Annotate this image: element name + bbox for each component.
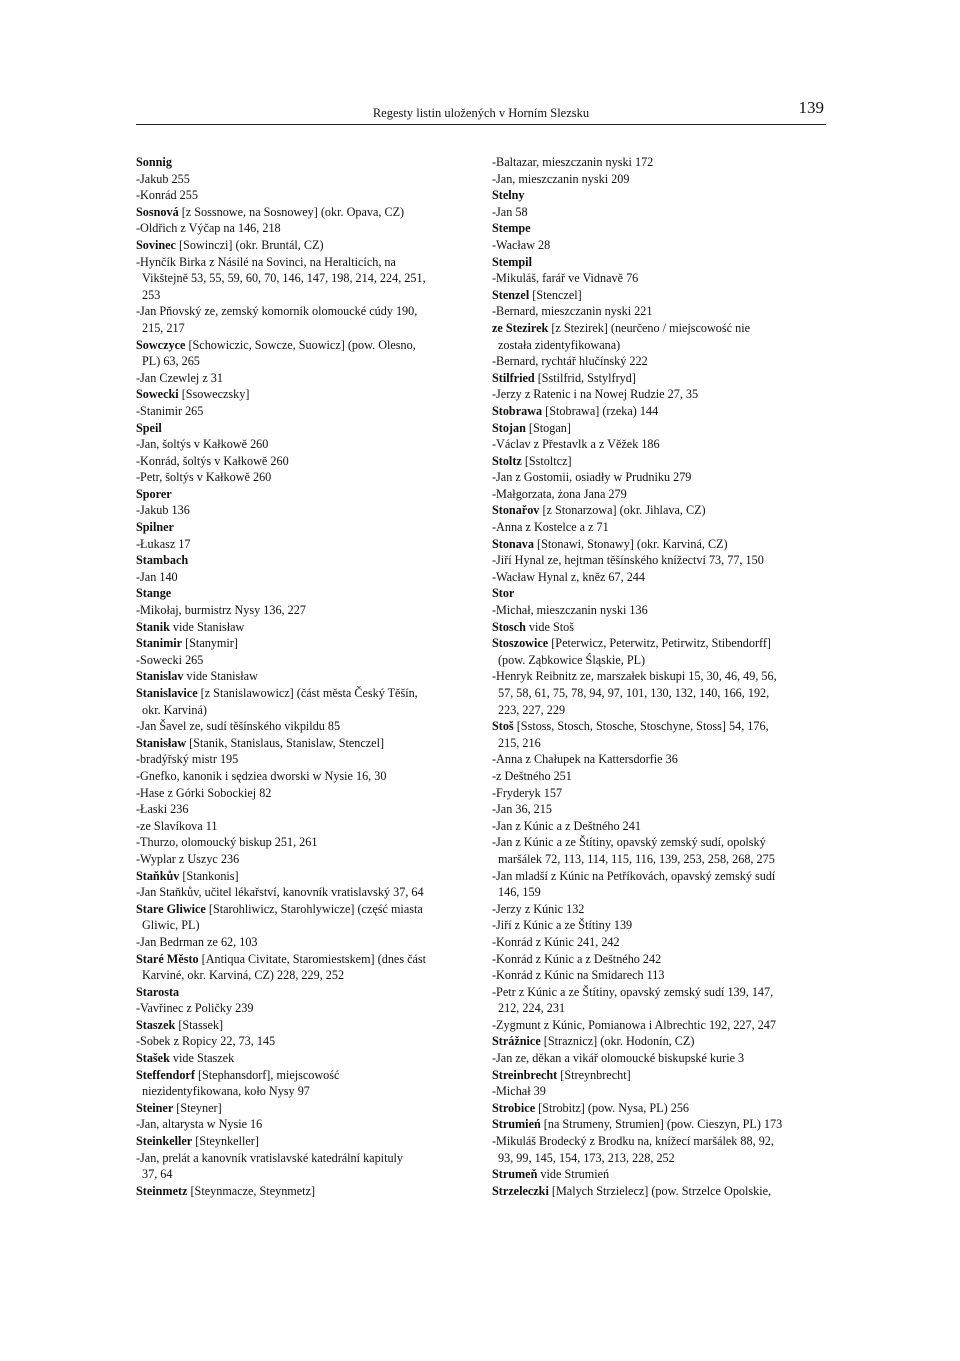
index-entry-line [136, 751, 471, 768]
index-entry-text: -Petr z Kúnic a ze Štítiny, opavský zemský sudí 139, 147, [492, 984, 774, 999]
index-headword: Sowczyce [136, 337, 186, 352]
index-entry-line [136, 303, 471, 320]
index-entry-text: [Stassek] [175, 1017, 224, 1032]
index-entry-heading-line [136, 337, 471, 354]
index-headword: Staszek [136, 1017, 176, 1032]
index-entry-text: -Vavřinec z Poličky 239 [136, 1001, 254, 1016]
index-entry-text: -Jakub 136 [136, 503, 190, 518]
index-entry-line [136, 1033, 471, 1050]
index-entry-heading-line [492, 1116, 827, 1133]
index-entry-line [492, 801, 827, 818]
index-entry-text: [Stanymir] [182, 636, 238, 651]
index-headword: Sporer [136, 486, 172, 501]
index-headword: Stare Gliwice [136, 901, 206, 916]
index-entry-text: -Jan 58 [492, 204, 528, 219]
index-entry-text: -Jan ze, děkan a vikář olomoucké biskupské kurie 3 [492, 1051, 745, 1066]
index-entry-heading-line [136, 154, 471, 171]
index-entry-text: -Mikuláš Brodecký z Brodku na, knížecí maršálek 88, 92, [492, 1134, 774, 1149]
index-headword: Stanisław [136, 735, 187, 750]
index-entry-text: -bradýřský mistr 195 [136, 752, 239, 767]
index-entry-line [492, 768, 827, 785]
index-headword: Stobrawa [492, 403, 543, 418]
index-entry-line [492, 834, 827, 851]
index-entry-text: [Stenczel] [529, 287, 582, 302]
index-entry-heading-line [492, 536, 827, 553]
index-entry-text: Vikštejně 53, 55, 59, 60, 70, 146, 147, 198, 214, 224, 251, [142, 271, 426, 286]
index-headword: Steinmetz [136, 1183, 188, 1198]
index-entry-heading-line [492, 370, 827, 387]
index-entry-line [136, 1116, 471, 1133]
index-entry-line [492, 917, 827, 934]
index-entry-heading-line [136, 635, 471, 652]
index-headword: Stor [492, 586, 515, 601]
index-entry-line [136, 320, 471, 337]
index-entry-text: -Jan Šavel ze, sudí těšínského vikpildu 85 [136, 719, 341, 734]
index-entry-text: [na Strumeny, Strumien] (pow. Cieszyn, PL) 173 [540, 1117, 783, 1132]
index-entry-text: [Sowinczi] (okr. Bruntál, CZ) [175, 237, 324, 252]
index-entry-text: -Hase z Górki Sobockiej 82 [136, 785, 272, 800]
index-entry-text: -Jan z Kúnic a z Deštného 241 [492, 818, 641, 833]
index-headword: Stojan [492, 420, 526, 435]
index-entry-text: -Wyplar z Uszyc 236 [136, 851, 240, 866]
index-entry-text: -Michał 39 [492, 1084, 546, 1099]
index-entry-text: [Schowiczic, Sowcze, Suowicz] (pow. Olesno, [185, 337, 416, 352]
index-entry-text: (pow. Ząbkowice Śląskie, PL) [498, 652, 646, 667]
index-entry-text: -Jan Staňkův, učitel lékařství, kanovník vratislavský 37, 64 [136, 885, 424, 900]
running-header [136, 100, 826, 125]
index-headword: Stanislavice [136, 686, 198, 700]
index-entry-line [492, 1017, 827, 1034]
index-entry-heading-line [492, 187, 827, 204]
index-entry-text: okr. Karviná) [142, 702, 207, 717]
index-entry-line [136, 1000, 471, 1017]
index-entry-text: -Konrád z Kúnic na Smidarech 113 [492, 968, 665, 983]
index-entry-text: -Jiří z Kúnic a ze Štítiny 139 [492, 918, 633, 933]
index-entry-line [492, 934, 827, 951]
index-entry-heading-line [136, 204, 471, 221]
index-entry-text: -Jan z Kúnic a ze Štítiny, opavský zemský sudí, opolský [492, 835, 766, 850]
index-headword: Strzeleczki [492, 1183, 549, 1198]
index-entry-line [492, 1083, 827, 1100]
index-entry-text: -ze Slavíkova 11 [136, 818, 218, 833]
index-entry-text: -Jan z Gostomii, osiadły w Prudniku 279 [492, 470, 692, 485]
index-entry-heading-line [492, 220, 827, 237]
index-entry-line [492, 303, 827, 320]
index-entry-text: [Strobitz] (pow. Nysa, PL) 256 [535, 1100, 690, 1115]
index-entry-heading-line [136, 901, 471, 918]
index-entry-line [136, 884, 471, 901]
index-entry-text: maršálek 72, 113, 114, 115, 116, 139, 253, 258, 268, 275 [498, 851, 775, 866]
index-entry-text: [Peterwicz, Peterwitz, Petirwitz, Stibendorff] [548, 636, 771, 651]
index-entry-line [492, 1000, 827, 1017]
index-entry-line [492, 154, 827, 171]
index-headword: Staré Město [136, 951, 199, 966]
index-entry-heading-line [136, 668, 471, 685]
index-entry-text: [Straznicz] (okr. Hodonín, CZ) [540, 1034, 695, 1049]
index-entry-text: [Steynmacze, Steynmetz] [187, 1183, 316, 1198]
index-headword: Stanimir [136, 636, 183, 651]
index-entry-text: -Jerzy z Kúnic 132 [492, 901, 585, 916]
index-entry-heading-line [492, 287, 827, 304]
index-entry-line [492, 951, 827, 968]
index-entry-heading-line [136, 868, 471, 885]
index-entry-heading-line [492, 585, 827, 602]
index-entry-text: -Fryderyk 157 [492, 785, 563, 800]
index-headword: Stoš [492, 719, 514, 734]
index-entry-line [492, 901, 827, 918]
index-entry-line [492, 967, 827, 984]
index-entry-text: -Jan, šoltýs v Kałkowě 260 [136, 437, 269, 452]
index-entry-text: -Bernard, mieszczanin nyski 221 [492, 304, 653, 319]
index-entry-heading-line [136, 386, 471, 403]
index-entry-line [492, 1133, 827, 1150]
index-entry-text: [Stobrawa] (rzeka) 144 [542, 403, 659, 418]
index-entry-text: [Sstoltcz] [521, 453, 572, 468]
index-entry-heading-line [492, 1183, 827, 1200]
index-entry-text: [z Sossnowe, na Sosnowey] (okr. Opava, CZ) [178, 204, 405, 219]
index-entry-line [492, 785, 827, 802]
index-entry-text: [z Stonarzowa] (okr. Jihlava, CZ) [539, 503, 706, 518]
index-entry-line [136, 1083, 471, 1100]
index-headword: Sovinec [136, 237, 176, 252]
index-entry-heading-line [492, 254, 827, 271]
index-entry-line [136, 270, 471, 287]
index-entry-line [136, 254, 471, 271]
index-headword: ze Stezirek [492, 320, 549, 335]
index-headword: Stempil [492, 254, 532, 269]
index-headword: Stoltz [492, 453, 522, 468]
index-entry-text: 253 [142, 287, 161, 302]
index-entry-text: została zidentyfikowana) [498, 337, 621, 352]
index-entry-text: vide Staszek [169, 1051, 235, 1066]
index-entry-heading-line [492, 635, 827, 652]
index-entry-line [492, 984, 827, 1001]
index-entry-text: -Wacław Hynal z, kněz 67, 244 [492, 569, 645, 584]
index-headword: Stoszowice [492, 636, 549, 651]
index-entry-text: -Małgorzata, żona Jana 279 [492, 486, 627, 501]
index-entry-heading-line [136, 685, 471, 702]
index-entry-text: Karviné, okr. Karviná, CZ) 228, 229, 252 [142, 968, 345, 983]
index-entry-line [136, 453, 471, 470]
index-entry-text: [Stogan] [525, 420, 571, 435]
index-entry-line [136, 502, 471, 519]
index-entry-text: [z Stezirek] (neurčeno / miejscowość nie [548, 320, 750, 335]
index-entry-line [492, 851, 827, 868]
index-headword: Steiner [136, 1100, 174, 1115]
index-column-right [492, 154, 827, 1199]
index-headword: Stenzel [492, 287, 530, 302]
index-entry-line [136, 785, 471, 802]
index-entry-text: [Starohliwicz, Starohlywicze] (część miasta [205, 901, 423, 916]
index-entry-text: -Sowecki 265 [136, 652, 204, 667]
index-headword: Steffendorf [136, 1067, 195, 1082]
index-entry-line [492, 652, 827, 669]
index-entry-text: -Petr, šoltýs v Kałkowě 260 [136, 470, 272, 485]
index-entry-text: -Zygmunt z Kúnic, Pomianowa i Albrechtic 192, 227, 247 [492, 1017, 776, 1032]
index-entry-line [136, 536, 471, 553]
index-entry-line [136, 718, 471, 735]
index-entry-text: -Jan Czewlej z 31 [136, 370, 223, 385]
index-entry-heading-line [136, 1017, 471, 1034]
index-entry-text: 223, 227, 229 [498, 702, 566, 717]
index-entry-text: [Stanik, Stanislaus, Stanislaw, Stenczel] [186, 735, 385, 750]
index-entry-heading-line [136, 420, 471, 437]
index-entry-text: [Ssoweczsky] [178, 387, 250, 402]
index-entry-heading-line [136, 619, 471, 636]
index-entry-text: 146, 159 [498, 885, 541, 900]
index-entry-text: 215, 217 [142, 320, 185, 335]
index-entry-heading-line [136, 1133, 471, 1150]
index-entry-line [492, 818, 827, 835]
index-entry-heading-line [492, 1166, 827, 1183]
index-entry-text: -Mikołaj, burmistrz Nysy 136, 227 [136, 603, 306, 618]
index-entry-line [136, 370, 471, 387]
index-entry-heading-line [136, 951, 471, 968]
index-entry-text: [Steynkeller] [192, 1134, 259, 1149]
index-entry-line [136, 801, 471, 818]
index-entry-text: 57, 58, 61, 75, 78, 94, 97, 101, 130, 132, 140, 166, 192, [498, 686, 770, 700]
index-entry-line [136, 652, 471, 669]
index-entry-line [492, 436, 827, 453]
index-entry-line [136, 287, 471, 304]
index-headword: Spilner [136, 520, 174, 535]
index-entry-line [136, 1166, 471, 1183]
index-entry-line [492, 486, 827, 503]
index-headword: Strumeň [492, 1167, 538, 1182]
index-entry-heading-line [492, 320, 827, 337]
index-entry-line [136, 702, 471, 719]
index-entry-text: [Antiqua Civitate, Staromiestskem] (dnes část [198, 951, 427, 966]
index-entry-text: -Sobek z Ropicy 22, 73, 145 [136, 1034, 276, 1049]
index-entry-text: -Anna z Kostelce a z 71 [492, 520, 609, 535]
index-entry-heading-line [492, 718, 827, 735]
index-entry-text: niezidentyfikowana, koło Nysy 97 [142, 1084, 310, 1099]
index-entry-text: [Stephansdorf], miejscowość [194, 1067, 340, 1082]
index-entry-heading-line [492, 420, 827, 437]
index-entry-text: -Jan, mieszczanin nyski 209 [492, 171, 630, 186]
index-entry-line [136, 187, 471, 204]
index-entry-text: -Bernard, rychtář hlučínský 222 [492, 354, 648, 369]
index-entry-line [136, 602, 471, 619]
index-entry-text: [Sstoss, Stosch, Stosche, Stoschyne, Stoss] 54, 176, [513, 719, 769, 734]
index-entry-line [492, 519, 827, 536]
index-entry-text: -Michał, mieszczanin nyski 136 [492, 603, 648, 618]
index-entry-text: -Jan, prelát a kanovník vratislavské katedrální kapituly [136, 1150, 404, 1165]
index-entry-line [136, 967, 471, 984]
index-entry-heading-line [136, 237, 471, 254]
index-headword: Stempe [492, 221, 531, 236]
index-entry-heading-line [136, 519, 471, 536]
index-entry-text: 215, 216 [498, 735, 541, 750]
index-headword: Stilfried [492, 370, 535, 385]
index-entry-text: -Konrád 255 [136, 188, 198, 203]
index-headword: Stašek [136, 1051, 170, 1066]
index-entry-heading-line [492, 453, 827, 470]
index-headword: Steinkeller [136, 1134, 193, 1149]
index-entry-heading-line [492, 1100, 827, 1117]
index-entry-line [492, 702, 827, 719]
index-entry-line [492, 270, 827, 287]
index-entry-line [136, 768, 471, 785]
index-entry-text: -Stanimir 265 [136, 403, 204, 418]
index-entry-line [136, 353, 471, 370]
index-entry-line [136, 469, 471, 486]
index-entry-line [492, 868, 827, 885]
index-entry-line [492, 1050, 827, 1067]
index-entry-line [492, 552, 827, 569]
index-entry-line [492, 386, 827, 403]
index-entry-text: PL) 63, 265 [142, 354, 200, 369]
index-entry-heading-line [492, 502, 827, 519]
index-entry-line [136, 934, 471, 951]
index-entry-text: -Jan Bedrman ze 62, 103 [136, 934, 258, 949]
index-entry-text: Gliwic, PL) [142, 918, 200, 933]
index-entry-text: [Sstilfrid, Sstylfryd] [534, 370, 636, 385]
index-headword: Stambach [136, 553, 189, 568]
index-entry-text: -Jiří Hynal ze, hejtman těšínského knížectví 73, 77, 150 [492, 553, 764, 568]
index-entry-text: -Anna z Chałupek na Kattersdorfie 36 [492, 752, 678, 767]
index-entry-line [492, 1150, 827, 1167]
index-entry-heading-line [136, 1067, 471, 1084]
index-entry-text: -Jan Pňovský ze, zemský komorník olomoucké cúdy 190, [136, 304, 418, 319]
index-headword: Stosch [492, 619, 526, 634]
index-headword: Strumień [492, 1117, 541, 1132]
index-entry-text: [Steyner] [173, 1100, 222, 1115]
index-entry-heading-line [492, 1033, 827, 1050]
index-entry-text: [z Stanislawowicz] (část města Český Těšín, [197, 686, 418, 700]
index-entry-line [492, 668, 827, 685]
running-title: Regesty listin uložených v Horním Slezsku [372, 106, 590, 120]
index-headword: Streinbrecht [492, 1067, 558, 1082]
index-entry-line [492, 469, 827, 486]
index-entry-text: vide Stanisław [183, 669, 258, 684]
index-entry-text: -Jan 140 [136, 569, 178, 584]
index-entry-line [136, 569, 471, 586]
index-headword: Strážnice [492, 1034, 541, 1049]
index-entry-line [492, 353, 827, 370]
index-headword: Stanik [136, 619, 170, 634]
index-entry-heading-line [492, 1067, 827, 1084]
index-entry-heading-line [136, 486, 471, 503]
index-entry-text: vide Stoš [525, 619, 574, 634]
index-entry-line [136, 818, 471, 835]
index-entry-heading-line [492, 403, 827, 420]
index-headword: Stonařov [492, 503, 540, 518]
index-entry-text: -Jakub 255 [136, 171, 190, 186]
index-entry-text: -Łukasz 17 [136, 536, 191, 551]
index-entry-text: -Wacław 28 [492, 237, 551, 252]
index-entry-text: -Henryk Reibnitz ze, marszałek biskupi 15, 30, 46, 49, 56, [492, 669, 777, 684]
index-entry-line [492, 237, 827, 254]
index-entry-text: 212, 224, 231 [498, 1001, 566, 1016]
index-headword: Stanislav [136, 669, 184, 684]
index-entry-heading-line [136, 984, 471, 1001]
index-column-left [136, 154, 471, 1199]
index-headword: Stelny [492, 188, 525, 203]
index-entry-text: [Malych Strzielecz] (pow. Strzelce Opolskie, [548, 1183, 772, 1198]
index-entry-heading-line [136, 552, 471, 569]
index-entry-line [136, 436, 471, 453]
index-entry-text: [Stankonis] [179, 868, 239, 883]
index-headword: Sowecki [136, 387, 179, 402]
index-entry-heading-line [136, 585, 471, 602]
index-entry-text: vide Strumień [537, 1167, 610, 1182]
index-headword: Sosnová [136, 204, 179, 219]
index-entry-text: -Łaski 236 [136, 802, 189, 817]
index-entry-text: -Konrád z Kúnic a z Deštného 242 [492, 951, 662, 966]
index-headword: Staňkův [136, 868, 180, 883]
index-entry-text: 37, 64 [142, 1167, 173, 1182]
index-entry-line [492, 884, 827, 901]
index-entry-line [136, 851, 471, 868]
index-headword: Starosta [136, 984, 180, 999]
index-headword: Sonnig [136, 155, 172, 169]
index-entry-text: -Konrád z Kúnic 241, 242 [492, 934, 620, 949]
index-headword: Speil [136, 420, 162, 435]
index-entry-heading-line [136, 1050, 471, 1067]
index-entry-line [136, 220, 471, 237]
page-number: 139 [798, 98, 824, 117]
index-entry-heading-line [136, 735, 471, 752]
index-entry-line [492, 751, 827, 768]
index-entry-text: -Jan mladší z Kúnic na Petříkovách, opavský zemský sudí [492, 868, 776, 883]
index-entry-text: -Václav z Přestavlk a z Věžek 186 [492, 437, 660, 452]
index-headword: Stonava [492, 536, 534, 551]
index-entry-line [492, 569, 827, 586]
index-entry-line [136, 1150, 471, 1167]
index-entry-text: -z Deštného 251 [492, 768, 572, 783]
index-entry-text: -Mikuláš, farář ve Vidnavě 76 [492, 271, 639, 286]
index-entry-heading-line [136, 1100, 471, 1117]
index-entry-text: [Stonawi, Stonawy] (okr. Karviná, CZ) [534, 536, 728, 551]
index-entry-text: -Jan 36, 215 [492, 802, 552, 817]
index-entry-line [492, 204, 827, 221]
index-entry-text: -Jan, altarysta w Nysie 16 [136, 1117, 263, 1132]
index-entry-text: vide Stanisław [169, 619, 245, 634]
index-entry-text: [Streynbrecht] [557, 1067, 631, 1082]
index-entry-line [492, 171, 827, 188]
index-entry-heading-line [136, 1183, 471, 1200]
index-entry-line [136, 171, 471, 188]
index-entry-text: -Jerzy z Ratenic i na Nowej Rudzie 27, 35 [492, 387, 699, 402]
index-entry-line [136, 834, 471, 851]
index-entry-text: -Konrád, šoltýs v Kałkowě 260 [136, 453, 289, 468]
index-entry-line [492, 602, 827, 619]
index-entry-text: -Oldřich z Výčap na 146, 218 [136, 221, 281, 236]
index-entry-text: -Baltazar, mieszczanin nyski 172 [492, 155, 654, 169]
index-entry-heading-line [492, 619, 827, 636]
index-headword: Strobice [492, 1100, 536, 1115]
index-entry-text: 93, 99, 145, 154, 173, 213, 228, 252 [498, 1150, 675, 1165]
index-entry-line [492, 685, 827, 702]
index-entry-text: -Gnefko, kanonik i sędziea dworski w Nysie 16, 30 [136, 768, 387, 783]
index-entry-text: -Thurzo, olomoucký biskup 251, 261 [136, 835, 318, 850]
index-entry-line [492, 337, 827, 354]
index-entry-line [136, 917, 471, 934]
index-headword: Stange [136, 586, 172, 601]
index-entry-line [492, 735, 827, 752]
index-entry-text: -Hynčík Birka z Násilé na Sovinci, na Heralticích, na [136, 254, 396, 269]
index-entry-line [136, 403, 471, 420]
